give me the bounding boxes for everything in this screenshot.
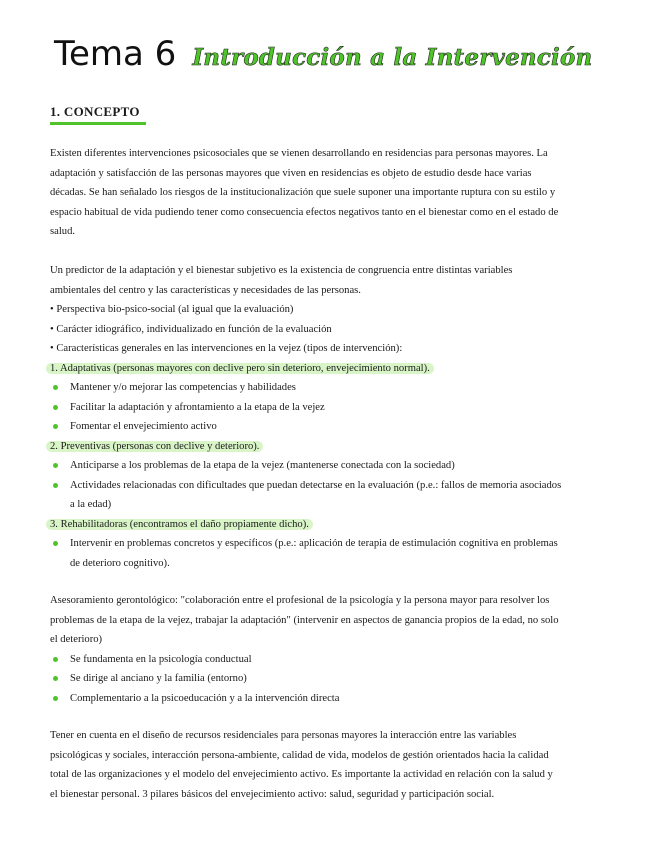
list-item: Facilitar la adaptación y afrontamiento a la etapa de la vejez bbox=[50, 398, 620, 418]
bullet-icon bbox=[53, 676, 58, 681]
bullet-icon bbox=[53, 541, 58, 546]
page-title bbox=[54, 34, 592, 84]
type-title-rehabilitadoras: 3. Rehabilitadoras (encontramos el daño propiamente dicho). bbox=[50, 515, 620, 535]
paragraph-intro bbox=[50, 144, 620, 242]
text-line: el bienestar personal. 3 pilares básicos del envejecimiento activo: salud, seguridad y participación social. bbox=[50, 788, 495, 800]
text-line: décadas. Se han señalado los riesgos de la institucionalización que suele suponer una importante ruptura con su estilo y bbox=[50, 187, 556, 198]
list-item: Actividades relacionadas con dificultades que puedan detectarse en la evaluación (p.e.: fallos de memoria asociados bbox=[50, 476, 620, 496]
text-line: Tener en cuenta en el diseño de recursos residenciales para personas mayores la interacción entre las variables bbox=[50, 730, 517, 741]
text-line: • Perspectiva bio-psico-social (al igual que la evaluación) bbox=[50, 304, 294, 315]
paragraph-predictor bbox=[50, 261, 620, 573]
text-line: Asesoramiento gerontológico: "colaboración entre el profesional de la psicología y la persona mayor para resolver los bbox=[50, 595, 550, 606]
paragraph-asesoramiento bbox=[50, 591, 620, 708]
type-title-adaptativas: 1. Adaptativas (personas mayores con declive pero sin deterioro, envejecimiento normal). bbox=[50, 359, 620, 379]
list-item-continuation: de deterioro cognitivo). bbox=[70, 557, 170, 569]
paragraph-recursos bbox=[50, 726, 620, 804]
list-item: Complementario a la psicoeducación y a la intervención directa bbox=[50, 689, 620, 709]
bullet-icon bbox=[53, 424, 58, 429]
text-line: espacio habitual de vida pudiendo tener como consecuencia efectos negativos tanto en el bienestar como en el estado de bbox=[50, 206, 559, 218]
list-item: Anticiparse a los problemas de la etapa de la vejez (mantenerse conectada con la sociedad) bbox=[50, 456, 620, 476]
title-subtitle: Introducción a la Intervención bbox=[192, 44, 593, 71]
text-line: psicológicas y sociales, interacción persona-ambiente, calidad de vida, modelos de gestión orientados hacia la calidad bbox=[50, 749, 549, 761]
text-line: Existen diferentes intervenciones psicosociales que se vienen desarrollando en residencias para personas mayores. La bbox=[50, 148, 548, 159]
bullet-icon bbox=[53, 463, 58, 468]
bullet-icon bbox=[53, 657, 58, 662]
bullet-icon bbox=[53, 483, 58, 488]
text-line: salud. bbox=[50, 226, 76, 237]
bullet-icon bbox=[53, 405, 58, 410]
text-line: Un predictor de la adaptación y el bienestar subjetivo es la existencia de congruencia entre distintas variables bbox=[50, 265, 513, 276]
list-item: Mantener y/o mejorar las competencias y habilidades bbox=[50, 378, 620, 398]
type-title-preventivas: 2. Preventivas (personas con declive y deterioro). bbox=[50, 437, 620, 457]
list-item: Fomentar el envejecimiento activo bbox=[50, 417, 620, 437]
bullet-icon bbox=[53, 696, 58, 701]
text-line: problemas de la etapa de la vejez, trabajar la adaptación" (intervenir en aspectos de ganancia propios de la edad, no solo bbox=[50, 614, 559, 626]
text-line: • Carácter idiográfico, individualizado en función de la evaluación bbox=[50, 323, 332, 335]
text-line: adaptación y satisfacción de las personas mayores que viven en residencias es objeto de estudio desde hace varias bbox=[50, 167, 532, 179]
text-line: el deterioro) bbox=[50, 634, 103, 645]
list-item: Se fundamenta en la psicología conductual bbox=[50, 650, 620, 670]
list-item: Intervenir en problemas concretos y específicos (p.e.: aplicación de terapia de estimulación cognitiva en problemas bbox=[50, 534, 620, 554]
bullet-icon bbox=[53, 385, 58, 390]
list-item-continuation: a la edad) bbox=[70, 499, 112, 510]
text-line: • Características generales en las intervenciones en la vejez (tipos de intervención): bbox=[50, 343, 403, 354]
title-tema: Tema 6 bbox=[54, 34, 177, 74]
list-item: Se dirige al anciano y la familia (entorno) bbox=[50, 669, 620, 689]
text-line: ambientales del centro y las características y necesidades de las personas. bbox=[50, 284, 361, 296]
text-line: total de las organizaciones y el modelo del envejecimiento activo. Es importante la actividad en relación con la salud y bbox=[50, 769, 553, 780]
section-heading: 1. CONCEPTO bbox=[50, 104, 146, 125]
